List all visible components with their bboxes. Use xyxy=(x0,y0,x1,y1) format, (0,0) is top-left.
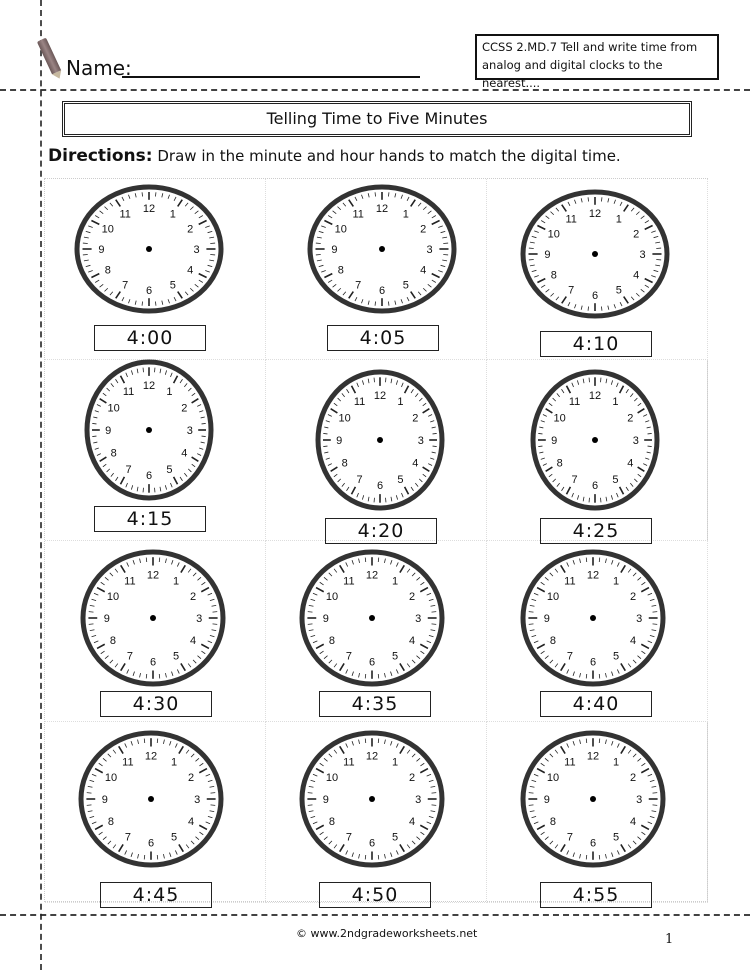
svg-text:12: 12 xyxy=(144,750,158,763)
clock-cell xyxy=(266,179,487,360)
svg-text:5: 5 xyxy=(166,463,173,476)
svg-text:11: 11 xyxy=(565,213,577,226)
clock-cell xyxy=(45,722,266,906)
analog-clock-face[interactable] xyxy=(83,358,215,506)
analog-clock-face[interactable] xyxy=(73,183,225,319)
svg-text:4: 4 xyxy=(187,264,194,277)
standard-box xyxy=(475,34,719,90)
svg-text:7: 7 xyxy=(568,284,575,297)
svg-text:1: 1 xyxy=(166,386,173,399)
analog-clock-face[interactable] xyxy=(77,729,225,873)
clock-cell xyxy=(45,360,266,541)
directions-text: Draw in the minute and hour hands to match the digital time. xyxy=(157,147,621,165)
analog-clock-face[interactable] xyxy=(529,368,661,516)
svg-text:5: 5 xyxy=(392,650,399,663)
svg-text:3: 3 xyxy=(639,249,646,261)
svg-text:9: 9 xyxy=(322,794,329,806)
svg-text:8: 8 xyxy=(110,447,117,460)
svg-text:10: 10 xyxy=(334,223,347,236)
directions-label: Directions: xyxy=(48,146,153,166)
digital-time-box: 4:30 xyxy=(100,691,212,717)
svg-text:7: 7 xyxy=(125,463,132,476)
svg-text:10: 10 xyxy=(106,591,120,604)
page-number: 1 xyxy=(665,932,674,947)
svg-text:10: 10 xyxy=(325,591,339,604)
svg-text:8: 8 xyxy=(328,634,336,647)
svg-text:7: 7 xyxy=(345,650,352,663)
svg-text:11: 11 xyxy=(564,575,576,588)
svg-text:2: 2 xyxy=(187,772,195,785)
svg-text:7: 7 xyxy=(126,650,133,663)
copyright: © www.2ndgradeworksheets.net xyxy=(296,927,478,940)
svg-text:4: 4 xyxy=(629,815,637,828)
svg-text:7: 7 xyxy=(355,279,362,292)
svg-text:12: 12 xyxy=(365,750,379,763)
svg-text:10: 10 xyxy=(546,591,560,604)
svg-text:11: 11 xyxy=(352,208,364,221)
svg-text:12: 12 xyxy=(365,569,379,582)
svg-text:1: 1 xyxy=(169,208,176,221)
svg-text:4: 4 xyxy=(189,634,197,647)
directions xyxy=(48,146,621,166)
svg-text:8: 8 xyxy=(107,815,115,828)
svg-text:3: 3 xyxy=(426,244,433,256)
svg-text:6: 6 xyxy=(589,656,597,669)
name-field[interactable] xyxy=(122,76,420,78)
svg-text:9: 9 xyxy=(322,613,329,625)
svg-text:11: 11 xyxy=(353,396,366,409)
svg-text:5: 5 xyxy=(173,650,180,663)
svg-text:4: 4 xyxy=(181,447,188,460)
svg-text:4: 4 xyxy=(629,634,637,647)
svg-text:12: 12 xyxy=(588,208,602,221)
svg-text:10: 10 xyxy=(104,772,118,785)
svg-text:5: 5 xyxy=(171,831,178,844)
svg-text:3: 3 xyxy=(636,794,643,806)
svg-text:5: 5 xyxy=(169,279,176,292)
svg-text:5: 5 xyxy=(392,831,399,844)
svg-text:4: 4 xyxy=(408,815,416,828)
svg-text:11: 11 xyxy=(122,756,134,769)
digital-time-box: 4:45 xyxy=(100,882,212,908)
svg-text:10: 10 xyxy=(547,228,560,241)
svg-text:3: 3 xyxy=(194,794,201,806)
digital-time-box: 4:40 xyxy=(540,691,652,717)
svg-text:6: 6 xyxy=(591,289,599,302)
analog-clock-face[interactable] xyxy=(519,729,667,873)
svg-text:2: 2 xyxy=(627,412,634,425)
analog-clock-face[interactable] xyxy=(314,368,446,516)
clock-cell xyxy=(487,179,708,360)
svg-text:10: 10 xyxy=(325,772,339,785)
clock-cell xyxy=(487,360,708,541)
clock-cell xyxy=(45,179,266,360)
analog-clock-face[interactable] xyxy=(519,188,671,324)
svg-text:3: 3 xyxy=(636,613,643,625)
clock-grid xyxy=(44,178,708,906)
svg-text:10: 10 xyxy=(546,772,560,785)
svg-text:6: 6 xyxy=(591,479,599,492)
digital-time-box: 4:10 xyxy=(540,331,652,357)
svg-text:9: 9 xyxy=(101,794,108,806)
svg-text:7: 7 xyxy=(124,831,131,844)
svg-text:12: 12 xyxy=(146,569,160,582)
svg-text:12: 12 xyxy=(586,750,600,763)
standard-text-line2: analog and digital clocks to the nearest.... xyxy=(482,58,663,90)
svg-text:1: 1 xyxy=(615,213,622,226)
clock-cell xyxy=(266,722,487,906)
svg-text:10: 10 xyxy=(101,223,114,236)
svg-text:6: 6 xyxy=(145,469,153,482)
svg-text:11: 11 xyxy=(124,575,136,588)
svg-text:2: 2 xyxy=(187,223,194,236)
svg-text:6: 6 xyxy=(147,837,155,850)
svg-text:4: 4 xyxy=(633,269,640,282)
svg-text:5: 5 xyxy=(615,284,622,297)
svg-text:6: 6 xyxy=(378,284,386,297)
svg-text:2: 2 xyxy=(629,772,637,785)
svg-text:2: 2 xyxy=(408,591,416,604)
svg-text:11: 11 xyxy=(564,756,576,769)
name-label: Name: xyxy=(66,56,132,80)
svg-text:8: 8 xyxy=(104,264,111,277)
svg-text:4: 4 xyxy=(412,457,419,470)
svg-text:12: 12 xyxy=(142,380,156,393)
svg-text:1: 1 xyxy=(613,756,620,769)
svg-text:9: 9 xyxy=(543,794,550,806)
svg-text:1: 1 xyxy=(173,575,180,588)
svg-text:9: 9 xyxy=(544,249,551,261)
clock-cell xyxy=(45,541,266,722)
svg-text:6: 6 xyxy=(368,656,376,669)
svg-text:5: 5 xyxy=(613,650,620,663)
svg-text:1: 1 xyxy=(392,756,399,769)
clock-cell xyxy=(487,541,708,722)
svg-text:1: 1 xyxy=(171,756,178,769)
analog-clock-face[interactable] xyxy=(298,548,446,692)
svg-text:7: 7 xyxy=(566,831,573,844)
svg-text:1: 1 xyxy=(612,396,619,409)
svg-text:10: 10 xyxy=(338,412,351,425)
svg-text:8: 8 xyxy=(550,269,557,282)
svg-text:2: 2 xyxy=(420,223,427,236)
svg-text:2: 2 xyxy=(189,591,197,604)
svg-text:5: 5 xyxy=(402,279,409,292)
bottom-cut-line xyxy=(0,914,750,916)
svg-text:12: 12 xyxy=(142,203,156,216)
svg-text:1: 1 xyxy=(613,575,620,588)
digital-time-box: 4:05 xyxy=(327,325,439,351)
svg-text:9: 9 xyxy=(103,613,110,625)
svg-text:1: 1 xyxy=(392,575,399,588)
svg-text:7: 7 xyxy=(345,831,352,844)
svg-text:7: 7 xyxy=(566,650,573,663)
svg-text:12: 12 xyxy=(586,569,600,582)
svg-text:7: 7 xyxy=(571,473,578,486)
svg-text:11: 11 xyxy=(568,396,581,409)
svg-text:10: 10 xyxy=(107,402,120,415)
svg-text:10: 10 xyxy=(553,412,566,425)
svg-text:2: 2 xyxy=(408,772,416,785)
svg-text:3: 3 xyxy=(632,435,639,447)
svg-text:2: 2 xyxy=(412,412,419,425)
svg-text:8: 8 xyxy=(556,457,563,470)
svg-text:4: 4 xyxy=(187,815,195,828)
svg-text:6: 6 xyxy=(368,837,376,850)
svg-text:11: 11 xyxy=(343,756,355,769)
svg-text:12: 12 xyxy=(375,203,389,216)
svg-text:2: 2 xyxy=(181,402,188,415)
digital-time-box: 4:15 xyxy=(94,506,206,532)
svg-text:1: 1 xyxy=(402,208,409,221)
svg-text:7: 7 xyxy=(356,473,363,486)
svg-text:2: 2 xyxy=(633,228,640,241)
worksheet-title: Telling Time to Five Minutes xyxy=(62,101,692,137)
svg-text:4: 4 xyxy=(408,634,416,647)
clock-cell xyxy=(266,541,487,722)
svg-text:12: 12 xyxy=(588,390,602,403)
svg-text:3: 3 xyxy=(415,794,422,806)
svg-text:1: 1 xyxy=(397,396,404,409)
digital-time-box: 4:25 xyxy=(540,518,652,544)
svg-text:3: 3 xyxy=(193,244,200,256)
svg-text:9: 9 xyxy=(543,613,550,625)
svg-text:6: 6 xyxy=(589,837,597,850)
analog-clock-face[interactable] xyxy=(306,183,458,319)
analog-clock-face[interactable] xyxy=(79,548,227,692)
svg-text:9: 9 xyxy=(98,244,105,256)
analog-clock-face[interactable] xyxy=(298,729,446,873)
svg-text:9: 9 xyxy=(105,425,112,437)
svg-text:5: 5 xyxy=(613,831,620,844)
svg-text:7: 7 xyxy=(122,279,129,292)
svg-text:12: 12 xyxy=(373,390,387,403)
svg-text:3: 3 xyxy=(417,435,424,447)
clock-cell xyxy=(487,722,708,906)
svg-text:9: 9 xyxy=(336,435,343,447)
clock-cell xyxy=(266,360,487,541)
svg-text:3: 3 xyxy=(196,613,203,625)
svg-text:6: 6 xyxy=(145,284,153,297)
svg-text:8: 8 xyxy=(109,634,117,647)
svg-text:6: 6 xyxy=(376,479,384,492)
svg-text:8: 8 xyxy=(341,457,348,470)
svg-text:8: 8 xyxy=(549,634,557,647)
digital-time-box: 4:00 xyxy=(94,325,206,351)
svg-text:3: 3 xyxy=(186,425,193,437)
svg-text:9: 9 xyxy=(551,435,558,447)
svg-text:11: 11 xyxy=(122,386,135,399)
standard-text-line1: CCSS 2.MD.7 Tell and write time from xyxy=(482,40,698,54)
svg-text:4: 4 xyxy=(420,264,427,277)
svg-text:11: 11 xyxy=(119,208,131,221)
digital-time-box: 4:50 xyxy=(319,882,431,908)
svg-text:5: 5 xyxy=(397,473,404,486)
digital-time-box: 4:55 xyxy=(540,882,652,908)
digital-time-box: 4:20 xyxy=(325,518,437,544)
svg-text:5: 5 xyxy=(612,473,619,486)
svg-text:2: 2 xyxy=(629,591,637,604)
svg-text:9: 9 xyxy=(331,244,338,256)
analog-clock-face[interactable] xyxy=(519,548,667,692)
svg-text:11: 11 xyxy=(343,575,355,588)
svg-text:3: 3 xyxy=(415,613,422,625)
vertical-cut-line xyxy=(40,0,42,970)
digital-time-box: 4:35 xyxy=(319,691,431,717)
svg-text:4: 4 xyxy=(627,457,634,470)
svg-text:8: 8 xyxy=(328,815,336,828)
svg-text:8: 8 xyxy=(549,815,557,828)
svg-text:6: 6 xyxy=(149,656,157,669)
svg-text:8: 8 xyxy=(337,264,344,277)
